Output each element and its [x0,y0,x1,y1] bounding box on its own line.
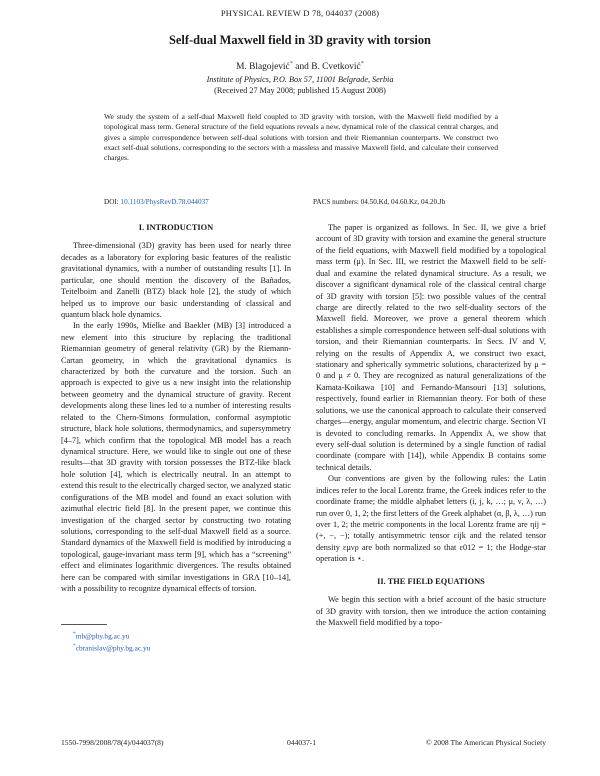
section-heading-introduction: I. INTRODUCTION [138,223,214,232]
organization-paragraph: The paper is organized as follows. In Sec. II, we give a brief account of 3D gravity with torsion and examine the general structure of the field equations, with Maxwell field modified by a topological mass term (μ). In Sec. III, we restrict the Maxwell field to be self-dual and examine the related dynamical structure. As a result, we discover a significant dynamical role of the classical central charge of 3D gravity with torsion [5]: two possible values of the central charge are directly related to the two self-duality sectors of the Maxwell field. Moreover, we prove a general theorem which establishes a simple correspondence between self-dual solutions with torsion, and their Riemannian counterparts. In Secs. IV and V, relying on the results of Appendix A, we construct two exact, stationary and spherically symmetric solutions, characterized by μ = 0 and μ ≠ 0. They are recognized as natural generalizations of the Kamata-Koikawa [10] and Fernando-Mansouri [13] solutions, respectively, found earlier in Riemannian theory. For both of these solutions, we use the canonical approach to calculate their conserved charges—energy, angular momentum, and electric charge. Section VI is devoted to concluding remarks. In Appendix A, we show that every self-dual solution is determined by a single function of radial coordinate (compare with [14]), while Appendix B contains some technical details. [316,223,546,472]
author-cvetkovic: B. Cvetković [311,62,361,73]
journal-header: PHYSICAL REVIEW D 78, 044037 (2008) [220,8,380,18]
author-blagojevic: M. Blagojević [236,62,290,73]
footnote-mark-2[interactable]: * [360,60,364,67]
doi-line [104,198,209,206]
footer-issn: 1550-7998/2008/78(4)/044037(8) [61,738,164,747]
abstract: We study the system of a self-dual Maxwell field coupled to 3D gravity with torsion, with the Maxwell field modified by a topological mass term. General structure of the field equations reveals a new, dynamical role of the classical central charges, and gives a simple correspondence between self-dual solutions with torsion and their Riemannian counterparts. We construct two exact self-dual solutions, corresponding to the sectors with a massless and massive Maxwell field, and calculate their conserved charges. [104,112,498,163]
intro-paragraph-2: In the early 1990s, Mielke and Baekler (MB) [3] introduced a new element into this structure by replacing the traditional Riemannian geometry of general relativity (GR) by the Riemann-Cartan geometry, in which the gravitational dynamics is characterized by both the curvature and the torsion. Such an approach is expected to give us a new insight into the relationship between geometry and the dynamical structure of gravity. Recent developments along these lines led to a number of interesting results related to the Chern-Simons formulation, conformal asymptotic structure, black hole solutions, thermodynamics, and supersymmetry [4–7], which confirm that the topological MB model has a reach dynamical structure. Here, we would like to single out one of these results—that 3D gravity with torsion possesses the BTZ-like black hole solution [4], which is electrically neutral. In an attempt to extend this result to the electrically charged sector, we analyzed static configurations of the MB model and found an exact solution with azimuthal electric field [8]. In the present paper, we continue this investigation of the charged sector by constructing two rotating solutions, corresponding to the self-dual Maxwell field as a source. Standard dynamics of the Maxwell field is modified by introducing a topological, gauge-invariant mass term [9], which has a “screening” effect and eliminates logarithmic divergences. The results obtained here can be compared with similar investigations in GRΛ [10–14], with a possibility to recognize dynamical effects of torsion. [61,321,291,594]
author-separator: and [292,62,312,73]
footnote-mark-1[interactable]: * [289,60,293,67]
affiliation: Institute of Physics, P.O. Box 57, 11001 Belgrade, Serbia [206,75,394,84]
footnotes [61,624,291,654]
doi-label: DOI: [104,198,119,206]
footer-copyright: © 2008 The American Physical Society [425,738,546,747]
footnote-rule [61,624,107,625]
doi-link[interactable]: 10.1103/PhysRevD.78.044037 [120,198,209,206]
footnote-email-2[interactable]: *cbranislav@phy.bg.ac.yu [73,643,151,653]
footnote-email-1[interactable]: *mb@phy.bg.ac.yu [73,631,130,641]
pacs-numbers: PACS numbers: 04.50.Kd, 04.60.Kz, 04.20.Jb [313,198,446,206]
left-column [61,222,291,595]
received-dates: (Received 27 May 2008; published 15 August 2008) [214,86,386,95]
footer-page-number: 044037-1 [287,738,317,747]
right-column [316,222,546,628]
paper-title: Self-dual Maxwell field in 3D gravity with torsion [169,33,431,47]
intro-paragraph-1: Three-dimensional (3D) gravity has been used for nearly three decades as a laboratory for exploring basic features of the realistic gravitational dynamics, with a number of outstanding results [1]. In particular, one should mention the discovery of the Bañados, Teitelboim and Zanelli (BTZ) black hole [2], the study of which helped us to improve our basic understanding of classical and quantum black hole dynamics. [61,241,291,319]
section-heading-field-equations: II. THE FIELD EQUATIONS [377,576,485,586]
field-equations-paragraph: We begin this section with a brief account of the basic structure of 3D gravity with torsion, then we introduce the action containing the Maxwell field modified by a topo- [316,595,546,627]
conventions-paragraph: Our conventions are given by the following rules: the Latin indices refer to the local Lorentz frame, the Greek indices refer to the coordinate frame; the middle alphabet letters (i, j, k, …; μ, ν, λ, …) run over 0, 1, 2; the first letters of the Greek alphabet (α, β, λ, …) run over 1, 2; the metric components in the local Lorentz frame are ηij = (+, −, −); totally antisymmetric tensor εijk and the related tensor density εμνρ are both normalized so that ε012 = 1; the Hodge-star operation is ⋆. [316,474,546,564]
author-list [0,60,600,72]
